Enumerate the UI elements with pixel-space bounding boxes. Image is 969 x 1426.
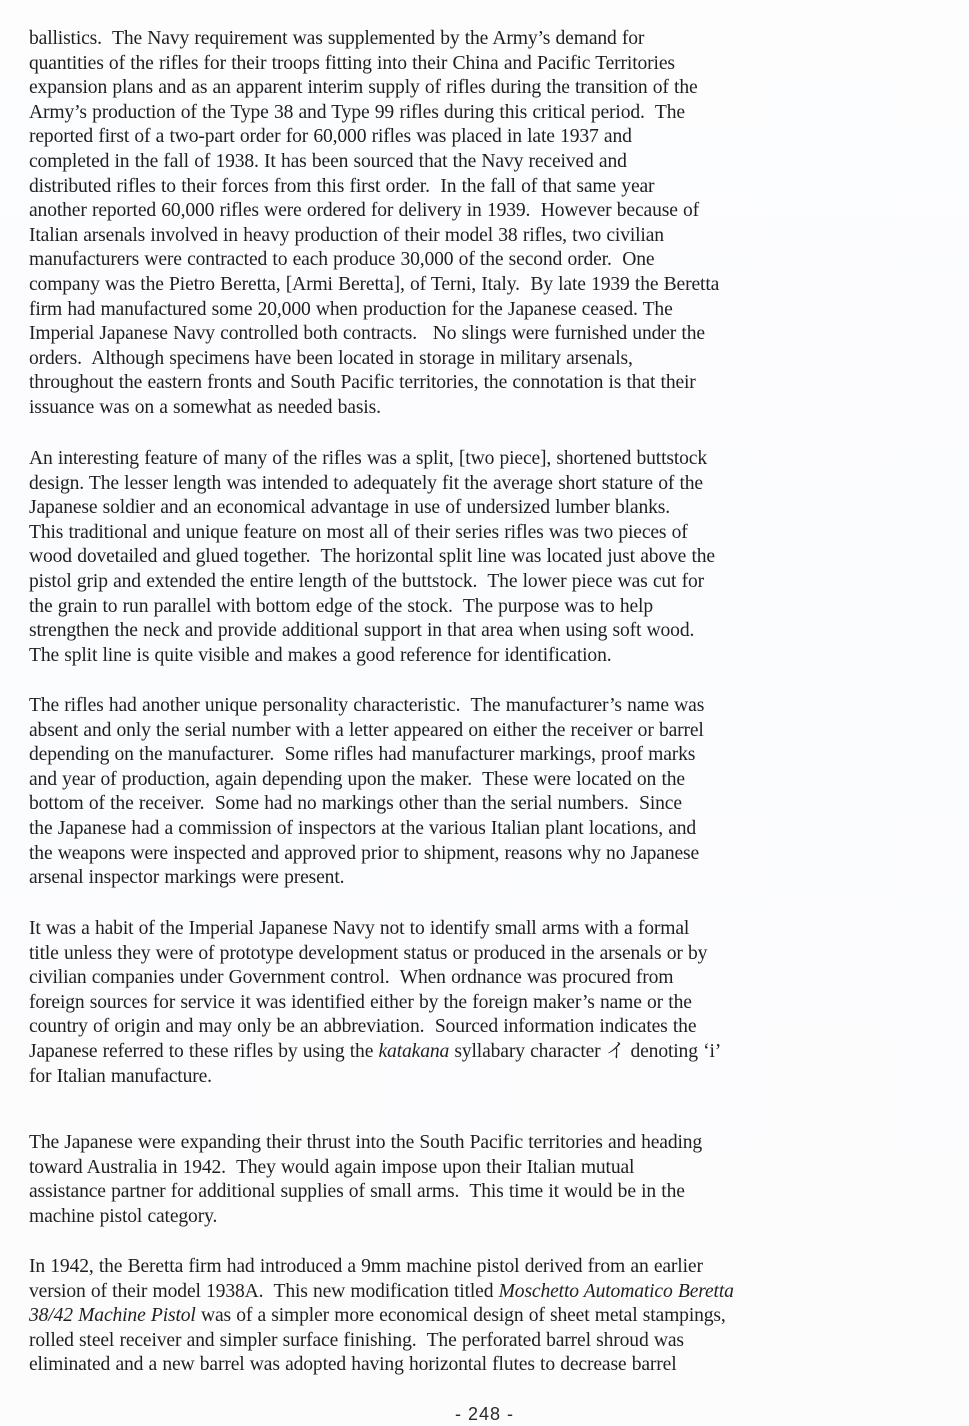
text-line: manufacturers were contracted to each produce 30,000 of the second order. One xyxy=(29,249,655,271)
text-line: the weapons were inspected and approved prior to shipment, reasons why no Japanese xyxy=(29,842,700,864)
text-line xyxy=(29,1280,959,1305)
text-line: country of origin and may only be an abbreviation. Sourced information indicates the xyxy=(29,1016,697,1038)
text-segment: Japanese referred to these rifles by using the xyxy=(29,1040,379,1062)
text-line: Italian arsenals involved in heavy production of their model 38 rifles, two civilian xyxy=(29,224,664,246)
text-line: eliminated and a new barrel was adopted having horizontal flutes to decrease barrel xyxy=(29,1354,677,1376)
text-line: for Italian manufacture. xyxy=(29,1065,212,1087)
text-line: company was the Pietro Beretta, [Armi Beretta], of Terni, Italy. By late 1939 the Beretta xyxy=(29,273,720,295)
text-line: wood dovetailed and glued together. The horizontal split line was located just above the xyxy=(29,546,715,568)
text-line: The Japanese were expanding their thrust into the South Pacific territories and heading xyxy=(29,1132,703,1153)
text-line: The split line is quite visible and makes a good reference for identification. xyxy=(29,644,612,666)
text-line: assistance partner for additional supplies of small arms. This time it would be in the xyxy=(29,1181,685,1203)
text-line: throughout the eastern fronts and South Pacific territories, the connotation is that their xyxy=(29,372,696,394)
text-line: the grain to run parallel with bottom edge of the stock. The purpose was to help xyxy=(29,595,653,617)
text-line: completed in the fall of 1938. It has been sourced that the Navy received and xyxy=(29,150,627,172)
paragraph-split-buttstock xyxy=(29,447,959,668)
text-line: rolled steel receiver and simpler surface finishing. The perforated barrel shroud was xyxy=(29,1329,684,1351)
text-segment: syllabary character イ denoting ‘i’ xyxy=(449,1040,722,1062)
italic-term-katakana: katakana xyxy=(378,1040,450,1062)
text-line xyxy=(29,1040,959,1065)
page-number: - 248 - xyxy=(454,1404,515,1424)
paragraph-south-pacific xyxy=(29,1131,959,1229)
text-line: quantities of the rifles for their troops fitting into their China and Pacific Territories xyxy=(29,52,675,74)
text-line: reported first of a two-part order for 60,000 rifles was placed in late 1937 and xyxy=(29,126,632,148)
text-line: distributed rifles to their forces from this first order. In the fall of that same year xyxy=(29,175,655,197)
text-line: toward Australia in 1942. They would again impose upon their Italian mutual xyxy=(29,1156,635,1178)
text-line: ballistics. The Navy requirement was supplemented by the Army’s demand for xyxy=(29,28,645,49)
text-line: foreign sources for service it was identified either by the foreign maker’s name or the xyxy=(29,991,692,1013)
text-line: Japanese soldier and an economical advantage in use of undersized lumber blanks. xyxy=(29,497,670,519)
text-line: An interesting feature of many of the rifles was a split, [two piece], shortened buttstock xyxy=(29,448,707,469)
text-line xyxy=(29,1304,959,1329)
text-line: orders. Although specimens have been located in storage in military arsenals, xyxy=(29,347,633,369)
text-line: and year of production, again depending upon the maker. These were located on the xyxy=(29,768,685,790)
text-line: It was a habit of the Imperial Japanese Navy not to identify small arms with a formal xyxy=(29,918,690,939)
text-line: absent and only the serial number with a letter appeared on either the receiver or barrel xyxy=(29,719,704,741)
text-line: In 1942, the Beretta firm had introduced a 9mm machine pistol derived from an earlier xyxy=(29,1256,703,1277)
text-line: expansion plans and as an apparent interim supply of rifles during the transition of the xyxy=(29,77,698,99)
text-line: strengthen the neck and provide additional support in that area when using soft wood. xyxy=(29,620,695,642)
italic-title: 38/42 Machine Pistol xyxy=(29,1305,196,1327)
text-line: issuance was on a somewhat as needed basis. xyxy=(29,396,381,418)
text-line: depending on the manufacturer. Some rifles had manufacturer markings, proof marks xyxy=(29,744,696,766)
paragraph-markings xyxy=(29,694,959,891)
text-line: This traditional and unique feature on most all of their series rifles was two pieces of xyxy=(29,521,688,543)
paragraph-navy-requirement xyxy=(29,27,959,421)
text-segment: version of their model 1938A. This new modification titled xyxy=(29,1280,499,1302)
paragraph-navy-habit xyxy=(29,917,959,1089)
text-line: arsenal inspector markings were present. xyxy=(29,867,345,889)
text-line: Imperial Japanese Navy controlled both contracts. No slings were furnished under the xyxy=(29,323,705,345)
text-line: title unless they were of prototype development status or produced in the arsenals or by xyxy=(29,942,708,964)
text-line: Army’s production of the Type 38 and Type 99 rifles during this critical period. The xyxy=(29,101,685,123)
text-line: another reported 60,000 rifles were ordered for delivery in 1939. However because of xyxy=(29,200,700,222)
text-line: the Japanese had a commission of inspectors at the various Italian plant locations, and xyxy=(29,817,697,839)
text-line: civilian companies under Government control. When ordnance was procured from xyxy=(29,967,674,989)
text-line: machine pistol category. xyxy=(29,1205,218,1227)
text-line: design. The lesser length was intended to adequately fit the average short stature of the xyxy=(29,472,703,494)
italic-title: Moschetto Automatico Beretta xyxy=(498,1280,734,1302)
text-line: firm had manufactured some 20,000 when production for the Japanese ceased. The xyxy=(29,298,673,320)
text-segment: was of a simpler more economical design of sheet metal stampings, xyxy=(195,1305,726,1327)
text-line: pistol grip and extended the entire length of the buttstock. The lower piece was cut for xyxy=(29,570,704,592)
paragraph-beretta-machine-pistol xyxy=(29,1255,959,1378)
text-line: The rifles had another unique personality characteristic. The manufacturer’s name was xyxy=(29,695,705,716)
text-line: bottom of the receiver. Some had no markings other than the serial numbers. Since xyxy=(29,793,682,815)
